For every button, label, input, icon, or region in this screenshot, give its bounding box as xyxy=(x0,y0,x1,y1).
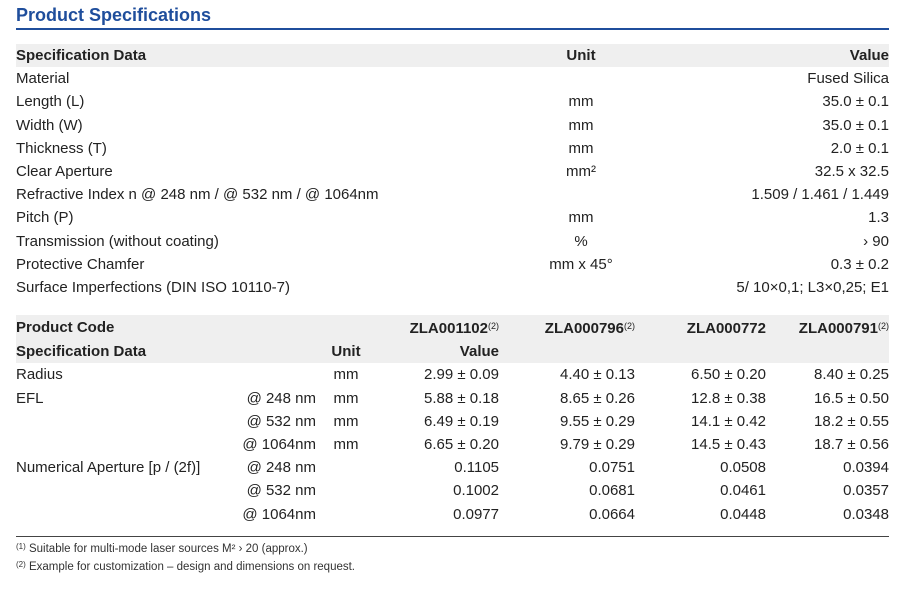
row-wavelength xyxy=(228,363,316,386)
row-value: 0.0664 xyxy=(589,505,635,523)
product-code-text: ZLA001102 xyxy=(409,320,488,337)
spec-value: 5/ 10×0,1; L3×0,25; E1 xyxy=(736,279,889,297)
spec-row xyxy=(16,230,889,253)
product-code xyxy=(766,315,889,340)
row-unit xyxy=(316,479,376,502)
row-value: 0.0448 xyxy=(720,505,766,523)
spec-value: › 90 xyxy=(863,232,889,250)
footnote-1 xyxy=(16,542,308,555)
row-value: 8.65 ± 0.26 xyxy=(560,389,635,407)
column-header: Unit xyxy=(316,340,376,363)
empty-cell xyxy=(499,340,635,363)
product-code-note: (2) xyxy=(878,321,889,331)
spec-value: 1.3 xyxy=(868,209,889,227)
row-unit: mm xyxy=(333,412,359,430)
spec-label: Surface Imperfections (DIN ISO 10110-7) xyxy=(16,279,290,297)
title-divider xyxy=(16,28,889,30)
column-header: Specification Data xyxy=(16,44,516,67)
row-value: 14.5 ± 0.43 xyxy=(691,436,766,454)
product-row xyxy=(16,363,889,386)
spec-unit xyxy=(516,183,646,206)
empty-cell xyxy=(635,340,766,363)
spec-label: Pitch (P) xyxy=(16,209,74,227)
product-code xyxy=(499,315,635,340)
spec-unit: mm x 45° xyxy=(549,255,613,273)
spec-label: Refractive Index n @ 248 nm / @ 532 nm / @ 1064nm xyxy=(16,186,379,204)
spec-row xyxy=(16,114,889,137)
spec-unit: mm xyxy=(568,116,594,134)
spec-unit: mm xyxy=(568,139,594,157)
spec-table xyxy=(16,44,889,299)
spec-label: Thickness (T) xyxy=(16,139,107,157)
spec-value: 0.3 ± 0.2 xyxy=(830,255,889,273)
row-value: 9.55 ± 0.29 xyxy=(560,412,635,430)
product-row xyxy=(16,456,889,479)
row-value: 6.49 ± 0.19 xyxy=(424,412,499,430)
row-value: 5.88 ± 0.18 xyxy=(424,389,499,407)
row-value: 0.0751 xyxy=(589,459,635,477)
spec-unit: % xyxy=(574,232,588,250)
product-code-note: (2) xyxy=(624,321,635,331)
row-value: 14.1 ± 0.42 xyxy=(691,412,766,430)
row-unit: mm xyxy=(333,436,359,454)
footnote-divider xyxy=(16,536,889,537)
product-row xyxy=(16,433,889,456)
row-label xyxy=(16,503,228,526)
row-wavelength: @ 1064nm xyxy=(242,505,316,523)
spec-label: Length (L) xyxy=(16,93,85,111)
column-header: Unit xyxy=(516,44,646,67)
spec-unit: mm xyxy=(568,93,594,111)
empty-cell xyxy=(766,340,889,363)
spec-row xyxy=(16,137,889,160)
product-code xyxy=(376,315,499,340)
spec-row xyxy=(16,276,889,299)
row-wavelength: @ 248 nm xyxy=(246,389,316,407)
row-wavelength: @ 532 nm xyxy=(246,412,316,430)
row-label xyxy=(16,479,228,502)
row-value: 0.1002 xyxy=(453,482,499,500)
footnote-text: Suitable for multi-mode laser sources M² › 20 (approx.) xyxy=(28,543,308,555)
row-label: EFL xyxy=(16,389,44,407)
spec-value: 35.0 ± 0.1 xyxy=(822,116,889,134)
spec-label: Width (W) xyxy=(16,116,83,134)
spec-row xyxy=(16,253,889,276)
product-code-text: ZLA000791 xyxy=(798,320,878,337)
product-table-header xyxy=(16,340,889,363)
row-value: 0.0681 xyxy=(589,482,635,500)
page-title: Product Specifications xyxy=(16,5,212,25)
row-unit xyxy=(316,456,376,479)
row-wavelength: @ 248 nm xyxy=(246,459,316,477)
row-value: 18.2 ± 0.55 xyxy=(814,412,889,430)
row-value: 0.1105 xyxy=(454,459,499,477)
spec-table-header xyxy=(16,44,889,67)
spec-label: Protective Chamfer xyxy=(16,255,145,273)
row-value: 9.79 ± 0.29 xyxy=(560,436,635,454)
row-value: 0.0357 xyxy=(843,482,889,500)
product-row xyxy=(16,479,889,502)
row-value: 0.0461 xyxy=(720,482,766,500)
spec-row xyxy=(16,67,889,90)
product-row xyxy=(16,503,889,526)
row-unit: mm xyxy=(333,366,359,384)
product-row xyxy=(16,410,889,433)
column-header: Value xyxy=(376,340,499,363)
spec-label: Clear Aperture xyxy=(16,163,113,181)
row-value: 8.40 ± 0.25 xyxy=(814,366,889,384)
product-code xyxy=(635,315,766,340)
row-unit xyxy=(316,503,376,526)
row-value: 0.0977 xyxy=(453,505,499,523)
spec-value: 2.0 ± 0.1 xyxy=(830,139,889,157)
row-value: 18.7 ± 0.56 xyxy=(814,436,889,454)
spec-row xyxy=(16,90,889,113)
spec-row xyxy=(16,206,889,229)
product-code-label: Product Code xyxy=(16,315,376,340)
footnote-mark: (1) xyxy=(16,542,26,551)
row-value: 16.5 ± 0.50 xyxy=(814,389,889,407)
row-value: 6.50 ± 0.20 xyxy=(691,366,766,384)
spec-label: Material xyxy=(16,70,70,88)
row-value: 6.65 ± 0.20 xyxy=(424,436,499,454)
product-code-table xyxy=(16,315,889,526)
row-value: 2.99 ± 0.09 xyxy=(424,366,499,384)
product-code-row xyxy=(16,315,889,340)
product-code-note: (2) xyxy=(488,321,499,331)
row-label xyxy=(16,410,228,433)
row-wavelength: @ 532 nm xyxy=(246,482,316,500)
spec-value: 32.5 x 32.5 xyxy=(814,163,889,181)
row-value: 0.0394 xyxy=(843,459,889,477)
spec-value: Fused Silica xyxy=(807,70,889,88)
spec-label: Transmission (without coating) xyxy=(16,232,219,250)
product-code-text: ZLA000796 xyxy=(544,320,624,337)
product-row xyxy=(16,387,889,410)
spec-unit xyxy=(516,67,646,90)
row-value: 0.0508 xyxy=(720,459,766,477)
row-label: Numerical Aperture [p / (2f)] xyxy=(16,459,201,477)
spec-unit: mm xyxy=(568,209,594,227)
row-label: Radius xyxy=(16,366,63,384)
footnote-text: Example for customization – design and dimensions on request. xyxy=(28,561,355,573)
column-header: Specification Data xyxy=(16,340,316,363)
column-header: Value xyxy=(646,44,889,67)
row-value: 0.0348 xyxy=(843,505,889,523)
row-unit: mm xyxy=(333,389,359,407)
row-value: 4.40 ± 0.13 xyxy=(560,366,635,384)
spec-unit: mm² xyxy=(566,163,596,181)
product-code-text: ZLA000772 xyxy=(686,320,766,337)
spec-row xyxy=(16,160,889,183)
row-wavelength: @ 1064nm xyxy=(242,436,316,454)
row-value: 12.8 ± 0.38 xyxy=(691,389,766,407)
spec-value: 1.509 / 1.461 / 1.449 xyxy=(751,186,889,204)
spec-unit xyxy=(516,276,646,299)
spec-row xyxy=(16,183,889,206)
row-label xyxy=(16,433,228,456)
footnote-mark: (2) xyxy=(16,560,26,569)
spec-value: 35.0 ± 0.1 xyxy=(822,93,889,111)
footnote-2 xyxy=(16,560,355,573)
